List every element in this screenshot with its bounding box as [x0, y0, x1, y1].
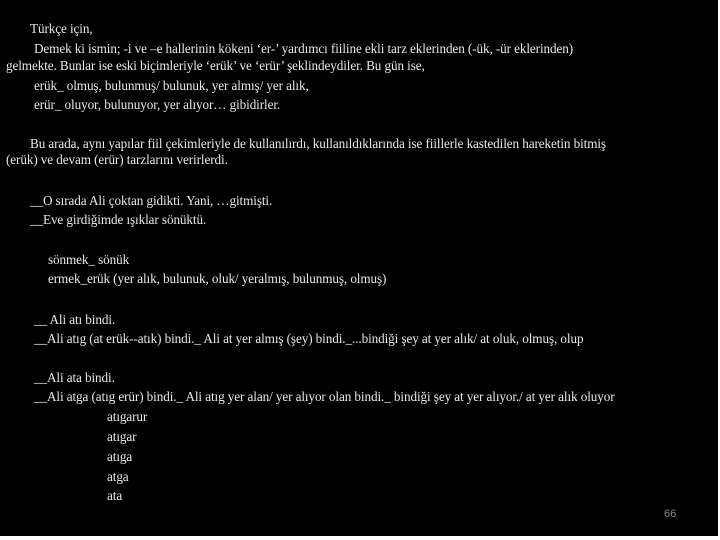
text-line: ermek_erük (yer alık, bulunuk, oluk/ yeralmış, bulunmuş, olmuş)	[48, 271, 387, 286]
text-line: erük_ olmuş, bulunmuş/ bulunuk, yer almış/ yer alık,	[34, 78, 309, 93]
text-line: atga	[107, 469, 129, 484]
text-line: atıga	[107, 449, 133, 464]
text-line: ata	[107, 488, 123, 503]
text-line: Türkçe için,	[30, 21, 93, 36]
text-line: __Ali ata bindi.	[34, 370, 115, 385]
text-line: sönmek_ sönük	[48, 252, 130, 267]
text-line: atıgarur	[107, 409, 148, 424]
text-line: __Ali atıg (at erük--atık) bindi._ Ali at yer almış (şey) bindi._...bindiği şey at yer alık/ at oluk, olmuş, olup	[34, 331, 584, 346]
text-line: atıgar	[107, 429, 137, 444]
text-line: Bu arada, aynı yapılar fiil çekimleriyle de kullanılırdı, kullanıldıklarında ise fiillerle kastedilen hareketin bitmiş	[30, 136, 606, 151]
text-line: __Ali atga (atıg erür) bindi._ Ali atıg yer alan/ yer alıyor olan bindi._ bindiği şey at yer alıyor./ at yer alık oluyor	[34, 389, 615, 404]
text-line: __ Ali atı bindi.	[34, 312, 116, 327]
text-line: erür_ oluyor, bulunuyor, yer alıyor… gibidirler.	[34, 97, 281, 112]
text-line: gelmekte. Bunlar ise eski biçimleriyle ‘erük’ ve ‘erür’ şeklindeydiler. Bu gün ise,	[6, 58, 425, 73]
text-line: Demek ki ismin; -i ve –e hallerinin kökeni ‘er-’ yardımcı fiiline ekli tarz eklerinden (-ük, -ür eklerinden)	[34, 41, 574, 56]
text-line: __Eve girdiğimde ışıklar sönüktü.	[30, 212, 207, 227]
page-number: 66	[664, 508, 677, 520]
text-line: __O sırada Ali çoktan gidikti. Yani, …gitmişti.	[30, 193, 273, 208]
text-line: (erük) ve devam (erür) tarzlarını verirlerdi.	[6, 152, 228, 167]
